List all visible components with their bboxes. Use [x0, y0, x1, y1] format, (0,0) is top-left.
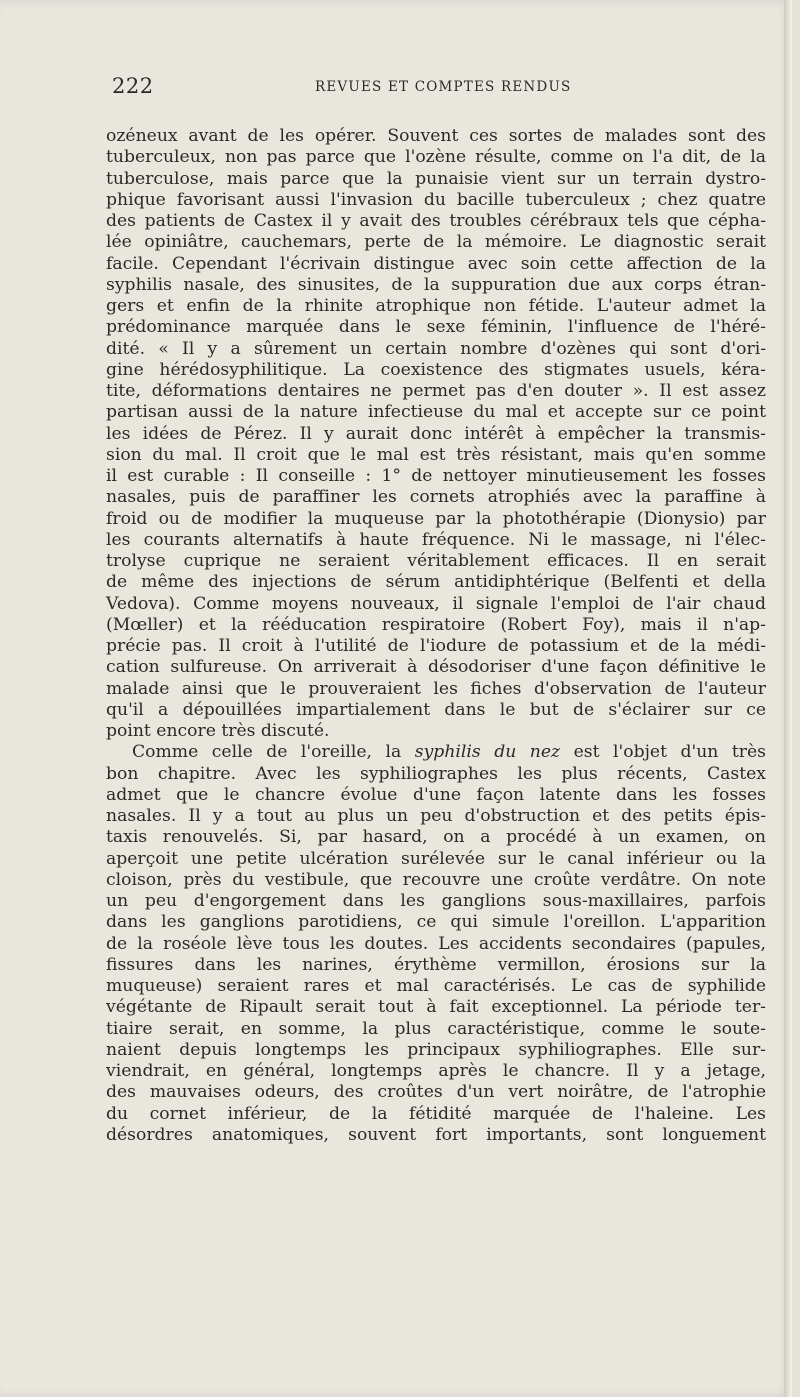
- text-line: phique favorisant aussi l'invasion du bacille tuberculeux ; chez quatre: [106, 189, 766, 210]
- text-line: trolyse cuprique ne seraient véritablement efficaces. Il en serait: [106, 551, 766, 571]
- text-line: désordres anatomiques, souvent fort importants, sont longuement: [106, 1124, 766, 1145]
- text-line: naient depuis longtemps les principaux syphiliographes. Elle sur-: [106, 1039, 766, 1060]
- text-line: tite, déformations dentaires ne permet pas d'en douter ». Il est assez: [106, 381, 766, 401]
- body-text: [106, 126, 766, 1146]
- running-head: [112, 74, 760, 102]
- text-line: admet que le chancre évolue d'une façon latente dans les fosses: [106, 784, 766, 805]
- text-line: tiaire serait, en somme, la plus caractéristique, comme le soute-: [106, 1018, 766, 1039]
- text-run: Comme celle de l'oreille, la: [132, 742, 415, 763]
- text-line: facile. Cependant l'écrivain distingue avec soin cette affection de la: [106, 253, 766, 274]
- text-line: Vedova). Comme moyens nouveaux, il signale l'emploi de l'air chaud: [106, 593, 766, 614]
- text-line: fissures dans les narines, érythème vermillon, érosions sur la: [106, 954, 766, 975]
- text-line: viendrait, en général, longtemps après le chancre. Il y a jetage,: [106, 1061, 766, 1081]
- text-line: des patients de Castex il y avait des troubles cérébraux tels que cépha-: [106, 211, 766, 231]
- paragraph-start-line: [106, 742, 766, 763]
- running-title: REVUES ET COMPTES RENDUS: [315, 79, 572, 95]
- text-line: qu'il a dépouillées impartialement dans le but de s'éclairer sur ce: [106, 699, 766, 720]
- text-line: il est curable : Il conseille : 1° de nettoyer minutieusement les fosses: [106, 466, 766, 486]
- page-edge: [784, 0, 792, 1397]
- italic-term: syphilis du nez: [414, 742, 561, 763]
- text-run: est l'objet d'un très: [560, 742, 766, 763]
- text-line: prédominance marquée dans le sexe féminin, l'influence de l'héré-: [106, 317, 766, 338]
- text-line: muqueuse) seraient rares et mal caractérisés. Le cas de syphilide: [106, 976, 766, 996]
- text-line: syphilis nasale, des sinusites, de la suppuration due aux corps étran-: [106, 274, 766, 295]
- text-line: de même des injections de sérum antidiphtérique (Belfenti et della: [106, 572, 766, 593]
- text-line: partisan aussi de la nature infectieuse du mal et accepte sur ce point: [106, 402, 766, 423]
- text-line: précie pas. Il croit à l'utilité de l'iodure de potassium et de la médi-: [106, 636, 766, 656]
- text-line: les courants alternatifs à haute fréquence. Ni le massage, ni l'élec-: [106, 529, 766, 550]
- text-line: végétante de Ripault serait tout à fait exceptionnel. La période ter-: [106, 997, 766, 1018]
- text-line: sion du mal. Il croit que le mal est très résistant, mais qu'en somme: [106, 444, 766, 465]
- text-line: tuberculose, mais parce que la punaisie vient sur un terrain dystro-: [106, 168, 766, 189]
- text-line: dité. « Il y a sûrement un certain nombre d'ozènes qui sont d'ori-: [106, 338, 766, 359]
- text-line: nasales. Il y a tout au plus un peu d'obstruction et des petits épis-: [106, 806, 766, 826]
- text-line: cation sulfureuse. On arriverait à désodoriser d'une façon définitive le: [106, 657, 766, 678]
- text-line: malade ainsi que le prouveraient les fiches d'observation de l'auteur: [106, 678, 766, 699]
- text-line: un peu d'engorgement dans les ganglions sous-maxillaires, parfois: [106, 891, 766, 911]
- text-line: bon chapitre. Avec les syphiliographes les plus récents, Castex: [106, 763, 766, 784]
- text-line: ozéneux avant de les opérer. Souvent ces sortes de malades sont des: [106, 126, 766, 146]
- text-line: point encore très discuté.: [106, 721, 330, 741]
- text-line: des mauvaises odeurs, des croûtes d'un vert noirâtre, de l'atrophie: [106, 1082, 766, 1103]
- text-line: gers et enfin de la rhinite atrophique non fétide. L'auteur admet la: [106, 296, 766, 316]
- text-line: nasales, puis de paraffiner les cornets atrophiés avec la paraffine à: [106, 487, 766, 508]
- text-line: (Mœller) et la rééducation respiratoire (Robert Foy), mais il n'ap-: [106, 614, 766, 635]
- text-line: froid ou de modifier la muqueuse par la photothérapie (Dionysio) par: [106, 508, 766, 529]
- text-line: gine hérédosyphilitique. La coexistence des stigmates usuels, kéra-: [106, 359, 766, 380]
- text-line: du cornet inférieur, de la fétidité marquée de l'haleine. Les: [106, 1103, 766, 1124]
- text-line: aperçoit une petite ulcération surélevée sur le canal inférieur ou la: [106, 848, 766, 869]
- text-line: lée opiniâtre, cauchemars, perte de la mémoire. Le diagnostic serait: [106, 232, 766, 253]
- text-line: tuberculeux, non pas parce que l'ozène résulte, comme on l'a dit, de la: [106, 147, 766, 168]
- text-line: cloison, près du vestibule, que recouvre une croûte verdâtre. On note: [106, 869, 766, 890]
- page-number: 222: [112, 74, 154, 98]
- text-line: de la roséole lève tous les doutes. Les accidents secondaires (papules,: [106, 933, 766, 954]
- text-line: taxis renouvelés. Si, par hasard, on a procédé à un examen, on: [106, 827, 766, 848]
- text-line: dans les ganglions parotidiens, ce qui simule l'oreillon. L'apparition: [106, 912, 766, 933]
- text-line: les idées de Pérez. Il y aurait donc intérêt à empêcher la transmis-: [106, 423, 766, 444]
